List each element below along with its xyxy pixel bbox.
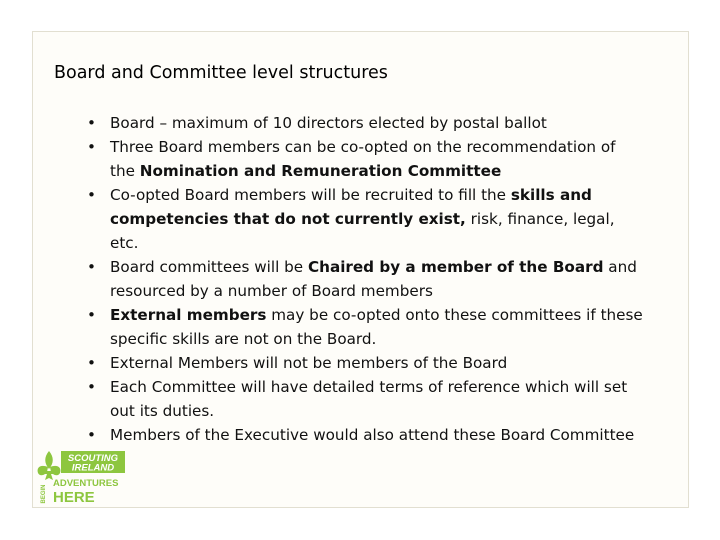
bullet-bold-text: Chaired by a member of the Board [307, 258, 604, 276]
bullet-text: External Members will not be members of the Board [110, 354, 508, 372]
bullet-text: may be co-opted onto these committees if these specific skills are not on the Board. [110, 306, 643, 348]
bullet-item [85, 375, 645, 423]
bullet-item [85, 351, 645, 375]
bullet-item [85, 135, 645, 183]
slide [32, 31, 689, 508]
bullet-text: Board committees will be [110, 258, 308, 276]
bullet-bold-text: External members [110, 306, 267, 324]
bullet-text: Each Committee will have detailed terms of reference which will set out its duties. [110, 378, 628, 420]
bullet-bold-text: skills and competencies that do not currently exist, [110, 186, 592, 228]
bullet-text: Members of the Executive would also attend these Board Committee [110, 426, 635, 444]
bullet-text: Three Board members can be co-opted on the recommendation of the [110, 138, 616, 180]
bullet-item [85, 423, 645, 447]
logo-line4: HERE [53, 489, 95, 506]
bullet-item [85, 183, 645, 255]
logo-line2: IRELAND [71, 462, 115, 474]
logo-side-text: BEGIN [41, 484, 47, 504]
logo-line1: SCOUTING [67, 453, 119, 464]
slide-title: Board and Committee level structures [54, 63, 388, 83]
bullet-text: and resourced by a number of Board members [110, 258, 637, 300]
bullet-list [85, 111, 645, 447]
bullet-item [85, 303, 645, 351]
scouting-ireland-logo [35, 447, 155, 507]
bullet-bold-text: Nomination and Remuneration Committee [139, 162, 502, 180]
bullet-item [85, 255, 645, 303]
bullet-text: Board – maximum of 10 directors elected by postal ballot [110, 114, 547, 132]
bullet-text: Co-opted Board members will be recruited to fill the [110, 186, 511, 204]
fleur-de-lis-icon [38, 451, 61, 480]
bullet-text: risk, finance, legal, etc. [110, 210, 615, 252]
logo-line3: ADVENTURES [53, 478, 119, 489]
bullet-item [85, 111, 645, 135]
